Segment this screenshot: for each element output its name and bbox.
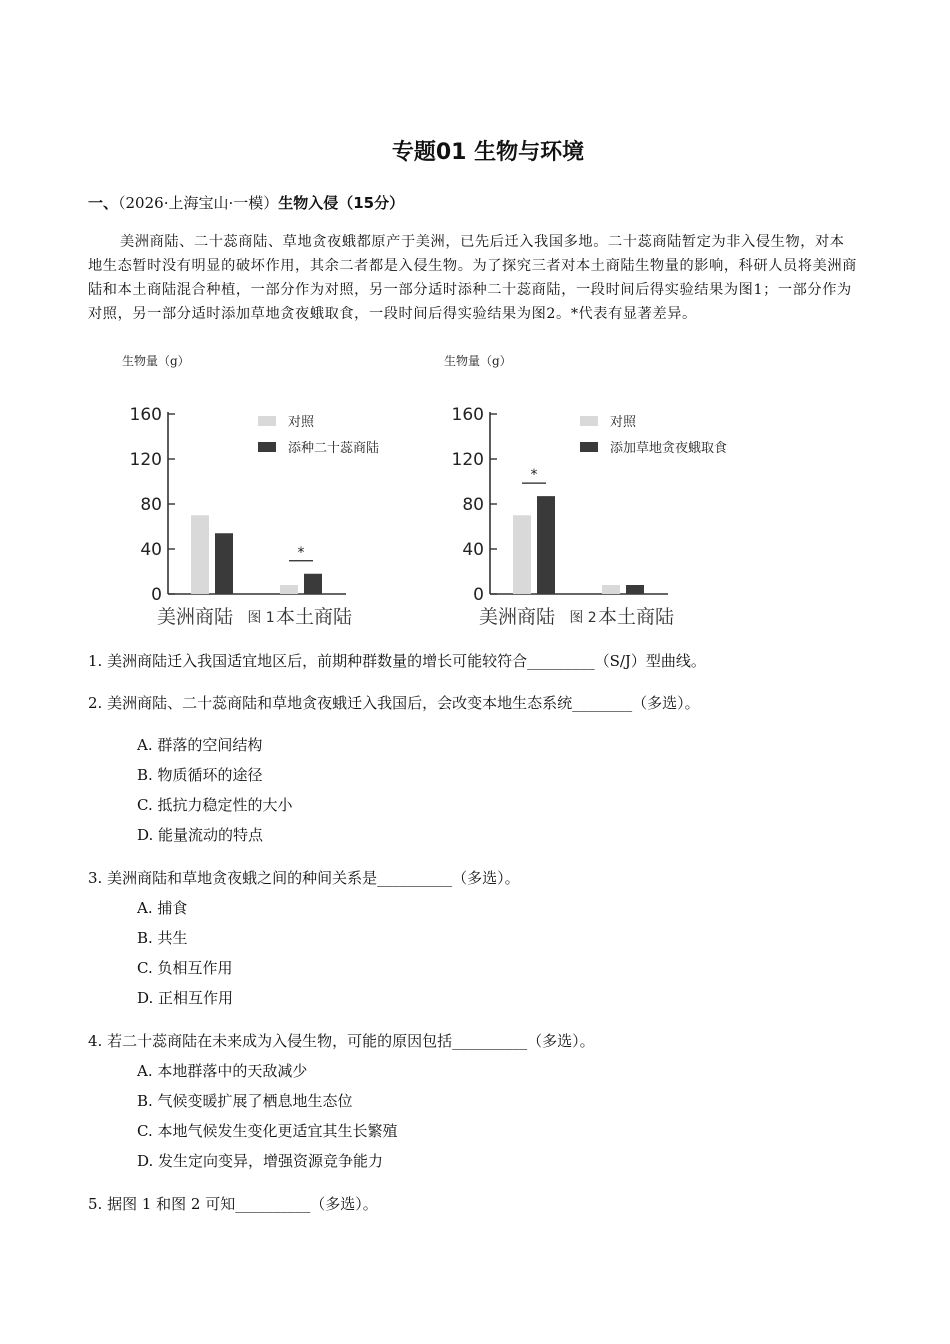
question-2: 2. 美洲商陆、二十蕊商陆和草地贪夜蛾迁入我国后，会改变本地生态系统________（多选）。 [88, 694, 700, 712]
chart-1 [90, 352, 420, 642]
x-tick-label: 本土商陆 [275, 606, 353, 628]
q3-option-c: C. 负相互作用 [137, 959, 233, 977]
y-tick-label: 80 [462, 495, 484, 515]
bar-treatment [215, 533, 233, 594]
section-source: （2026·上海宝山·一模） [118, 194, 279, 212]
x-tick-label: 美洲商陆 [478, 606, 556, 628]
q4-option-c: C. 本地气候发生变化更适宜其生长繁殖 [137, 1122, 398, 1140]
question-5: 5. 据图 1 和图 2 可知__________（多选）。 [88, 1195, 378, 1213]
y-tick-label: 80 [140, 495, 162, 515]
chart-2-ylabel: 生物量（g） [444, 354, 512, 368]
x-tick-label: 本土商陆 [597, 606, 675, 628]
question-4: 4. 若二十蕊商陆在未来成为入侵生物，可能的原因包括__________（多选）。 [88, 1032, 595, 1050]
section-number: 一、 [88, 194, 119, 212]
legend-label: 添种二十蕊商陆 [288, 441, 380, 456]
y-tick-label: 120 [451, 450, 484, 470]
y-tick-label: 120 [129, 450, 162, 470]
bar-treatment [626, 585, 644, 594]
chart-2 [412, 352, 762, 642]
question-1: 1. 美洲商陆迁入我国适宜地区后，前期种群数量的增长可能较符合_________（S/J）型曲线。 [88, 652, 706, 670]
q3-option-a: A. 捕食 [137, 899, 188, 917]
legend-swatch [580, 442, 598, 452]
chart-1-svg [90, 352, 420, 637]
bar-control [513, 515, 531, 594]
x-tick-label: 美洲商陆 [156, 606, 234, 628]
significance-star: * [297, 544, 305, 561]
q4-option-d: D. 发生定向变异，增强资源竞争能力 [137, 1152, 384, 1170]
legend-label: 添加草地贪夜蛾取食 [610, 441, 728, 456]
figure-label: 图 2 [569, 610, 597, 626]
y-tick-label: 160 [451, 405, 484, 425]
intro-paragraph: 美洲商陆、二十蕊商陆、草地贪夜蛾都原产于美洲，已先后迁入我国多地。二十蕊商陆暂定为非入侵生物，对本地生态暂时没有明显的破坏作用，其余二者都是入侵生物。为了探究三者对本土商陆生物量的影响，科研人员将美洲商陆和本土商陆混合种植，一部分作为对照，另一部分适时添种二十蕊商陆，一段时间后得实验结果为图1；一部分作为对照，另一部分适时添加草地贪夜蛾取食，一段时间后得实验结果为图2。*代表有显著差异。 [88, 234, 857, 322]
legend-label: 对照 [288, 415, 315, 430]
y-tick-label: 0 [151, 585, 162, 605]
q3-option-b: B. 共生 [137, 929, 188, 947]
q2-option-c: C. 抵抗力稳定性的大小 [137, 796, 293, 814]
legend-swatch [580, 416, 598, 426]
bar-treatment [537, 496, 555, 594]
y-tick-label: 0 [473, 585, 484, 605]
figure-label: 图 1 [247, 610, 275, 626]
y-tick-label: 160 [129, 405, 162, 425]
legend-label: 对照 [610, 415, 637, 430]
q3-option-d: D. 正相互作用 [137, 989, 234, 1007]
bar-control [280, 585, 298, 594]
question-3: 3. 美洲商陆和草地贪夜蛾之间的种间关系是__________（多选）。 [88, 869, 520, 887]
legend-swatch [258, 442, 276, 452]
q2-option-b: B. 物质循环的途径 [137, 766, 263, 784]
chart-1-ylabel: 生物量（g） [122, 354, 190, 368]
chart-2-svg [412, 352, 762, 637]
y-tick-label: 40 [140, 540, 162, 560]
q4-option-a: A. 本地群落中的天敌减少 [137, 1062, 308, 1080]
q4-option-b: B. 气候变暖扩展了栖息地生态位 [137, 1092, 353, 1110]
y-tick-label: 40 [462, 540, 484, 560]
bar-control [191, 515, 209, 594]
section-topic: 生物入侵（15分） [278, 194, 405, 212]
q2-option-a: A. 群落的空间结构 [137, 736, 263, 754]
section-heading [88, 192, 404, 213]
q2-option-d: D. 能量流动的特点 [137, 826, 264, 844]
page-title: 专题01 生物与环境 [391, 140, 585, 165]
bar-treatment [304, 574, 322, 594]
bar-control [602, 585, 620, 594]
significance-star: * [530, 467, 538, 484]
legend-swatch [258, 416, 276, 426]
